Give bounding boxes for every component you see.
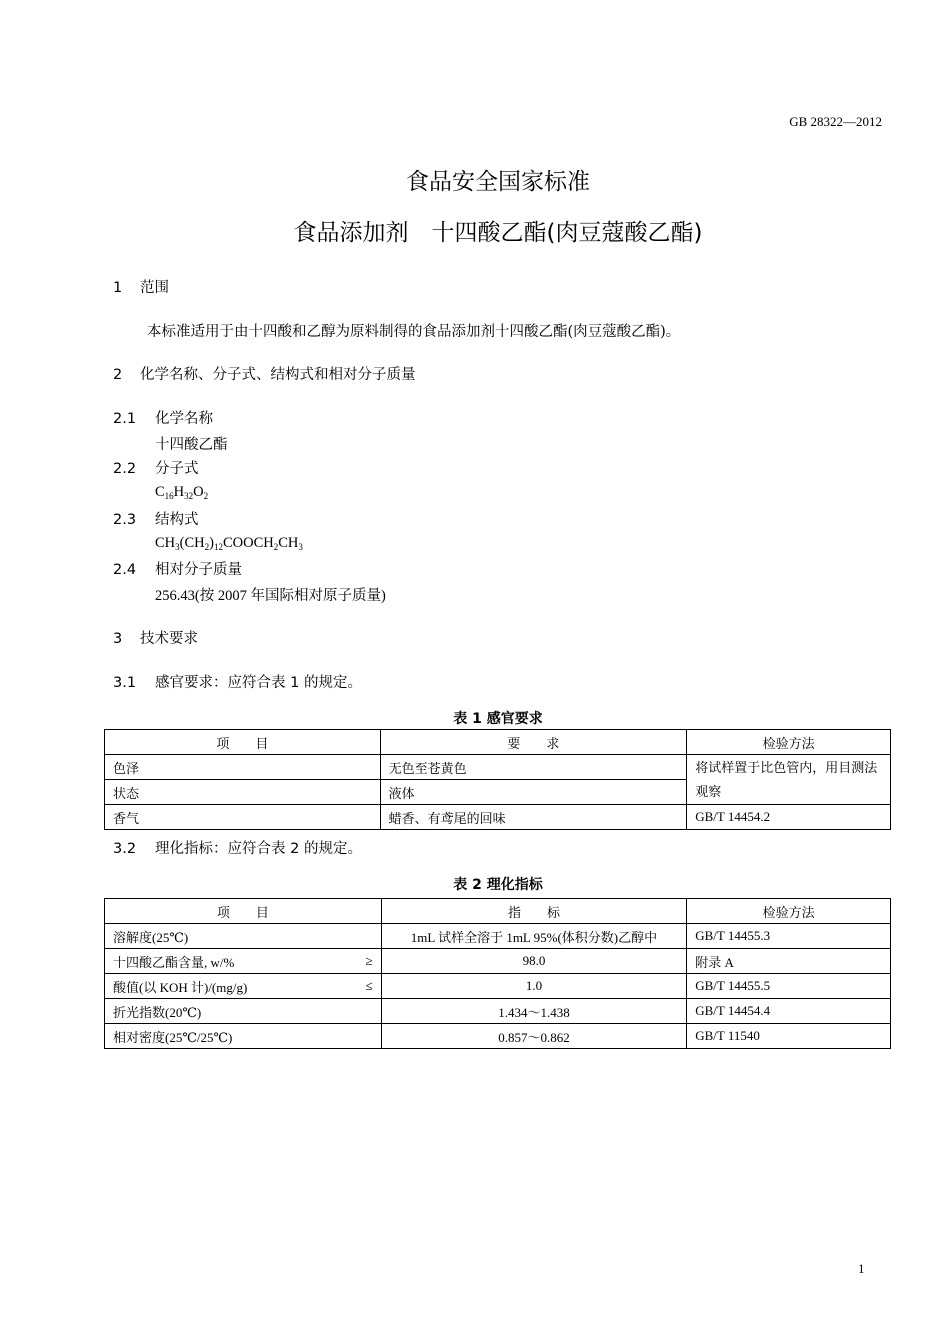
cell-requirement: 无色至苍黄色 xyxy=(380,755,687,780)
molecular-mass-value: 256.43(按 2007 年国际相对原子质量) xyxy=(155,588,386,604)
subsection-number: 2.4 xyxy=(113,562,137,578)
table-row xyxy=(105,924,891,949)
section-title: 范围 xyxy=(140,280,169,296)
header-method: 检验方法 xyxy=(687,730,891,755)
cell-method: 附录 A xyxy=(687,949,891,974)
header-method: 检验方法 xyxy=(687,899,891,924)
cell-item: 相对密度(25℃/25℃) xyxy=(105,1024,382,1049)
cell-item: 十四酸乙酯含量, w/% ≥ xyxy=(105,949,382,974)
physicochemical-indices-table xyxy=(104,898,891,1049)
table-row xyxy=(105,949,891,974)
scope-paragraph: 本标准适用于由十四酸和乙醇为原料制得的食品添加剂十四酸乙酯(肉豆蔻酸乙酯)。 xyxy=(147,324,681,340)
cell-method-merged: 将试样置于比色管内，用目测法观察 xyxy=(687,755,891,805)
cell-index: 1.434～1.438 xyxy=(381,999,687,1024)
cell-item: 溶解度(25℃) xyxy=(105,924,382,949)
subsection-2-2-heading xyxy=(113,457,199,478)
subsection-number: 2.2 xyxy=(113,461,137,477)
section-title: 技术要求 xyxy=(140,631,198,647)
sensory-requirements-table xyxy=(104,729,891,830)
cell-method: GB/T 14454.4 xyxy=(687,999,891,1024)
subsection-3-1 xyxy=(113,671,362,692)
subsection-title: 相对分子质量 xyxy=(155,562,242,578)
cell-method: GB/T 14455.3 xyxy=(687,924,891,949)
subsection-text: 感官要求：应符合表 1 的规定。 xyxy=(155,675,362,691)
document-title: 食品安全国家标准 xyxy=(406,169,590,195)
subsection-title: 结构式 xyxy=(155,512,199,528)
section-number: 1 xyxy=(113,280,123,296)
cell-item: 酸值(以 KOH 计)/(mg/g) ≤ xyxy=(105,974,382,999)
cell-item: 香气 xyxy=(105,805,381,830)
cell-index: 98.0 xyxy=(381,949,687,974)
subsection-2-3-heading xyxy=(113,508,199,529)
cell-requirement: 蜡香、有鸢尾的回味 xyxy=(380,805,687,830)
subsection-title: 分子式 xyxy=(155,461,199,477)
cell-item: 折光指数(20℃) xyxy=(105,999,382,1024)
table-row xyxy=(105,805,891,830)
subsection-number: 3.1 xyxy=(113,675,137,691)
section-title: 化学名称、分子式、结构式和相对分子质量 xyxy=(140,367,416,383)
cell-method: GB/T 14454.2 xyxy=(687,805,891,830)
subsection-2-1-heading xyxy=(113,407,213,428)
section-1-heading xyxy=(113,276,169,297)
table-row xyxy=(105,1024,891,1049)
table-row xyxy=(105,974,891,999)
comparison-symbol: ≤ xyxy=(365,978,373,993)
cell-requirement: 液体 xyxy=(380,780,687,805)
cell-index: 1.0 xyxy=(381,974,687,999)
table-header-row xyxy=(105,899,891,924)
document-subtitle: 食品添加剂 十四酸乙酯(肉豆蔻酸乙酯) xyxy=(293,220,703,246)
cell-method: GB/T 14455.5 xyxy=(687,974,891,999)
subsection-text: 理化指标：应符合表 2 的规定。 xyxy=(155,841,362,857)
page-number: 1 xyxy=(858,1261,865,1276)
subsection-2-4-heading xyxy=(113,558,242,579)
cell-method: GB/T 11540 xyxy=(687,1024,891,1049)
subsection-number: 2.1 xyxy=(113,411,137,427)
table-row xyxy=(105,755,891,780)
cell-item: 色泽 xyxy=(105,755,381,780)
section-3-heading xyxy=(113,627,198,648)
subsection-title: 化学名称 xyxy=(155,411,213,427)
cell-index: 0.857～0.862 xyxy=(381,1024,687,1049)
chemical-name-value: 十四酸乙酯 xyxy=(155,437,228,453)
cell-item: 状态 xyxy=(105,780,381,805)
header-item: 项 目 xyxy=(105,899,382,924)
subsection-number: 2.3 xyxy=(113,512,137,528)
comparison-symbol: ≥ xyxy=(365,953,373,968)
table-row xyxy=(105,999,891,1024)
cell-index: 1mL 试样全溶于 1mL 95%(体积分数)乙醇中 xyxy=(381,924,687,949)
structural-formula: $CH_3(CH_2)_{12}COOCH_2CH_3$ xyxy=(155,535,303,552)
header-index: 指 标 xyxy=(381,899,687,924)
table-header-row xyxy=(105,730,891,755)
molecular-formula: $C_{16}H_{32}O_2$ xyxy=(155,484,209,501)
subsection-3-2 xyxy=(113,837,362,858)
table-2-caption: 表 2 理化指标 xyxy=(453,877,543,893)
standard-code: GB 28322—2012 xyxy=(789,114,882,129)
section-number: 3 xyxy=(113,631,123,647)
header-requirement: 要 求 xyxy=(380,730,687,755)
section-number: 2 xyxy=(113,367,123,383)
section-2-heading xyxy=(113,363,416,384)
header-item: 项 目 xyxy=(105,730,381,755)
subsection-number: 3.2 xyxy=(113,841,137,857)
table-1-caption: 表 1 感官要求 xyxy=(453,711,543,727)
